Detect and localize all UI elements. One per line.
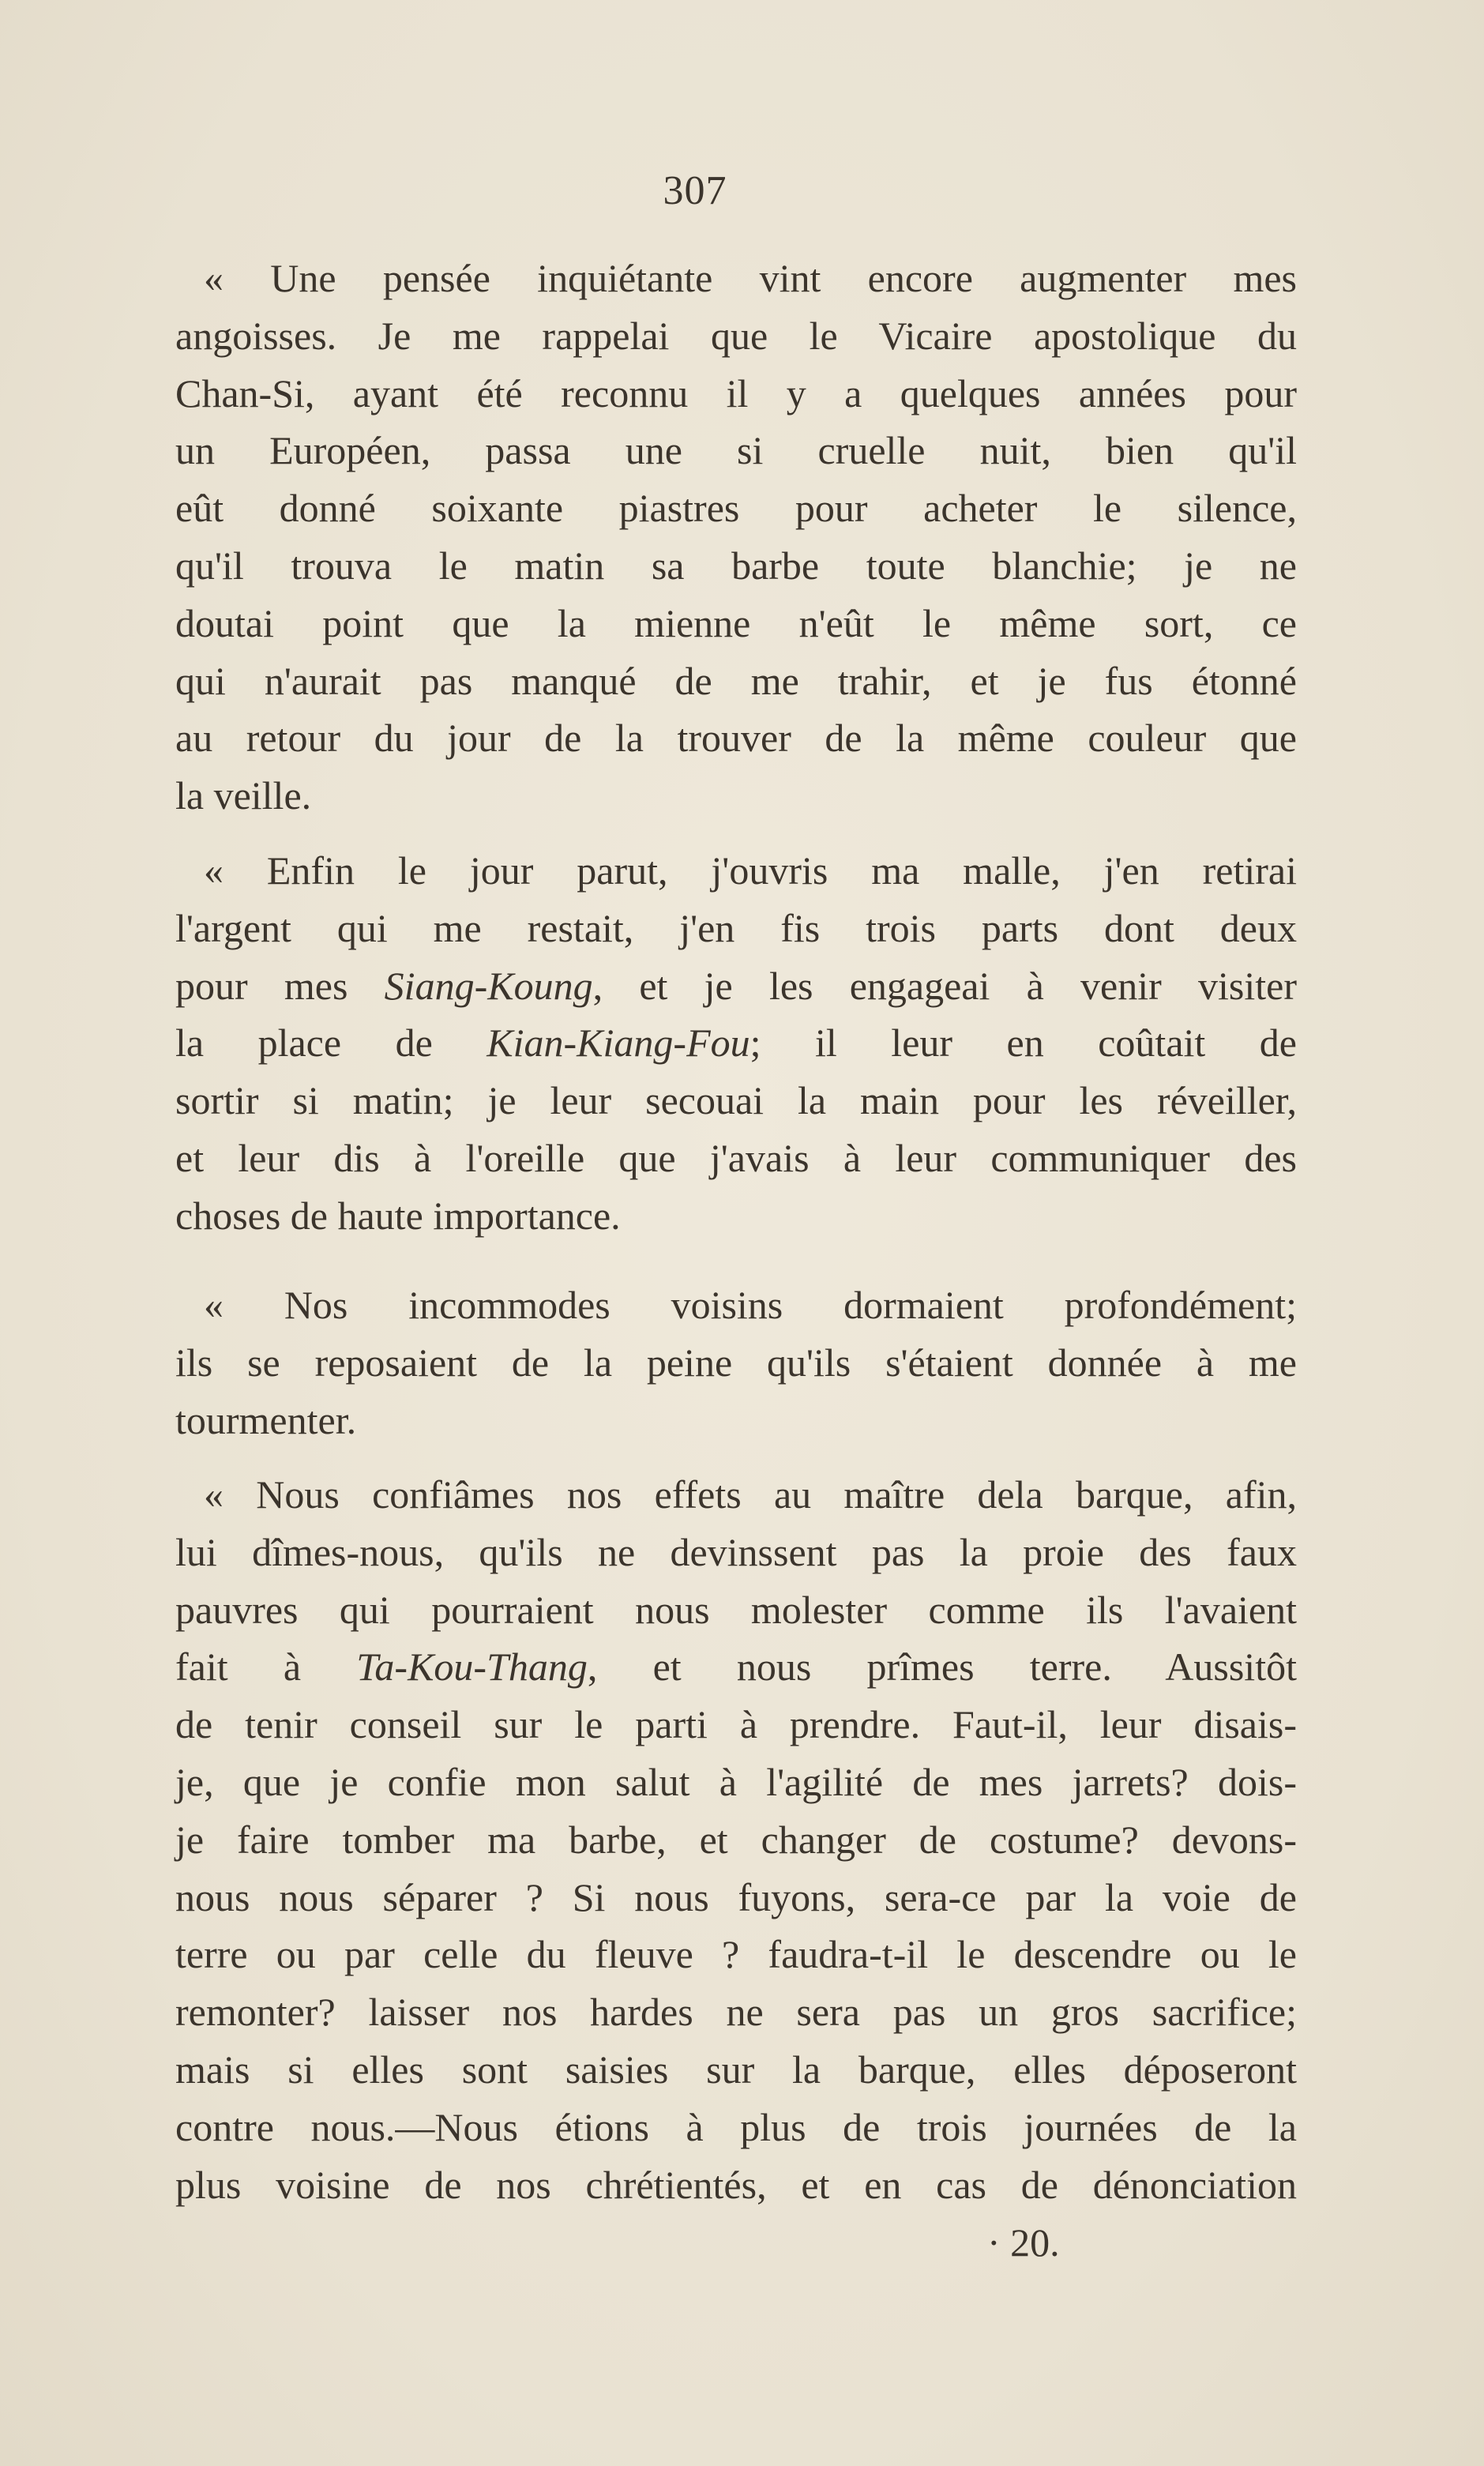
text-segment: , et nous prîmes terre. Aussitôt — [587, 1645, 1297, 1690]
text-segment: tourmenter. — [175, 1397, 357, 1442]
text-segment: fait à — [175, 1645, 357, 1690]
text-segment: terre ou par celle du fleuve ? faudra-t-il le descendre ou le — [175, 1932, 1297, 1977]
text-line — [204, 847, 1297, 894]
signature-mark: · 20. — [987, 2220, 1060, 2265]
text-segment: plus voisine de nos chrétientés, et en cas de dénonciation — [175, 2162, 1297, 2207]
text-segment: ils se reposaient de la peine qu'ils s'étaient donnée à me — [175, 1340, 1297, 1385]
text-line — [204, 1471, 1297, 1518]
text-line — [175, 370, 1297, 417]
text-line — [175, 1019, 1297, 1066]
text-segment: lui dîmes-nous, qu'ils ne devinssent pas la proie des faux — [175, 1529, 1297, 1574]
text-line — [175, 1192, 1297, 1239]
text-segment: ; il leur en coûtait de — [750, 1021, 1298, 1066]
text-segment: contre nous.—Nous étions à plus de trois journées de la — [175, 2104, 1297, 2149]
text-line — [175, 1077, 1297, 1124]
text-line — [175, 1397, 1297, 1444]
text-segment: et leur dis à l'oreille que j'avais à leur communiquer des — [175, 1136, 1297, 1180]
text-segment: la place de — [175, 1021, 487, 1066]
text-segment: qui n'aurait pas manqué de me trahir, et je fus étonné — [175, 658, 1297, 703]
text-segment: eût donné soixante piastres pour acheter le silence, — [175, 486, 1297, 531]
text-line — [175, 904, 1297, 952]
text-line — [204, 254, 1297, 302]
text-line — [175, 1758, 1297, 1806]
text-segment: pour mes — [175, 963, 385, 1008]
text-segment: la veille. — [175, 773, 312, 818]
text-line — [175, 484, 1297, 532]
page-number: 307 — [663, 168, 727, 213]
text-line — [175, 1930, 1297, 1978]
text-line — [175, 2046, 1297, 2093]
text-line — [175, 542, 1297, 589]
text-line — [175, 1874, 1297, 1921]
text-segment: angoisses. Je me rappelai que le Vicaire apostolique du — [175, 313, 1297, 358]
text-line — [175, 312, 1297, 359]
text-line — [175, 657, 1297, 705]
text-line — [175, 772, 1297, 819]
text-segment: l'argent qui me restait, j'en fis trois parts dont deux — [175, 905, 1297, 950]
text-line — [175, 962, 1297, 1009]
text-line — [175, 2161, 1297, 2208]
text-segment: remonter? laisser nos hardes ne sera pas un gros sacrifice; — [175, 1990, 1297, 2035]
text-line — [175, 1988, 1297, 2036]
text-segment: je, que je confie mon salut à l'agilité de mes jarrets? dois- — [175, 1760, 1297, 1804]
text-line — [175, 1816, 1297, 1863]
text-line — [175, 1528, 1297, 1576]
text-line — [175, 600, 1297, 647]
italic-term: Kian-Kiang-Fou — [487, 1021, 750, 1066]
text-line — [175, 1339, 1297, 1386]
text-segment: « Nous confiâmes nos effets au maître dela barque, afin, — [204, 1472, 1297, 1517]
text-segment: doutai point que la mienne n'eût le même sort, ce — [175, 600, 1297, 645]
text-segment: je faire tomber ma barbe, et changer de costume? devons- — [175, 1817, 1297, 1862]
text-segment: choses de haute importance. — [175, 1193, 621, 1238]
text-segment: , et je les engageai à venir visiter — [592, 963, 1297, 1008]
text-segment: « Enfin le jour parut, j'ouvris ma malle, j'en retirai — [204, 848, 1297, 893]
text-line — [175, 427, 1297, 474]
text-line — [175, 714, 1297, 761]
italic-term: Siang-Koung — [384, 963, 593, 1008]
text-segment: au retour du jour de la trouver de la même couleur que — [175, 716, 1297, 761]
text-segment: mais si elles sont saisies sur la barque, elles déposeront — [175, 2047, 1297, 2092]
text-segment: sortir si matin; je leur secouai la main pour les réveiller, — [175, 1078, 1297, 1123]
text-segment: de tenir conseil sur le parti à prendre. Faut-il, leur disais- — [175, 1702, 1297, 1747]
text-line — [175, 1134, 1297, 1182]
text-line — [175, 1701, 1297, 1748]
text-segment: pauvres qui pourraient nous molester comme ils l'avaient — [175, 1587, 1297, 1632]
text-segment: un Européen, passa une si cruelle nuit, bien qu'il — [175, 428, 1297, 473]
text-line — [175, 2103, 1297, 2151]
text-segment: qu'il trouva le matin sa barbe toute blanchie; je ne — [175, 543, 1297, 588]
text-segment: Chan-Si, ayant été reconnu il y a quelques années pour — [175, 370, 1297, 415]
text-segment: « Une pensée inquiétante vint encore augmenter mes — [204, 256, 1297, 300]
text-line — [175, 1586, 1297, 1633]
text-line — [175, 1643, 1297, 1690]
italic-term: Ta-Kou-Thang — [356, 1645, 588, 1690]
text-segment: nous nous séparer ? Si nous fuyons, sera-ce par la voie de — [175, 1874, 1297, 1919]
text-line — [204, 1281, 1297, 1329]
text-segment: « Nos incommodes voisins dormaient profondément; — [204, 1283, 1297, 1327]
